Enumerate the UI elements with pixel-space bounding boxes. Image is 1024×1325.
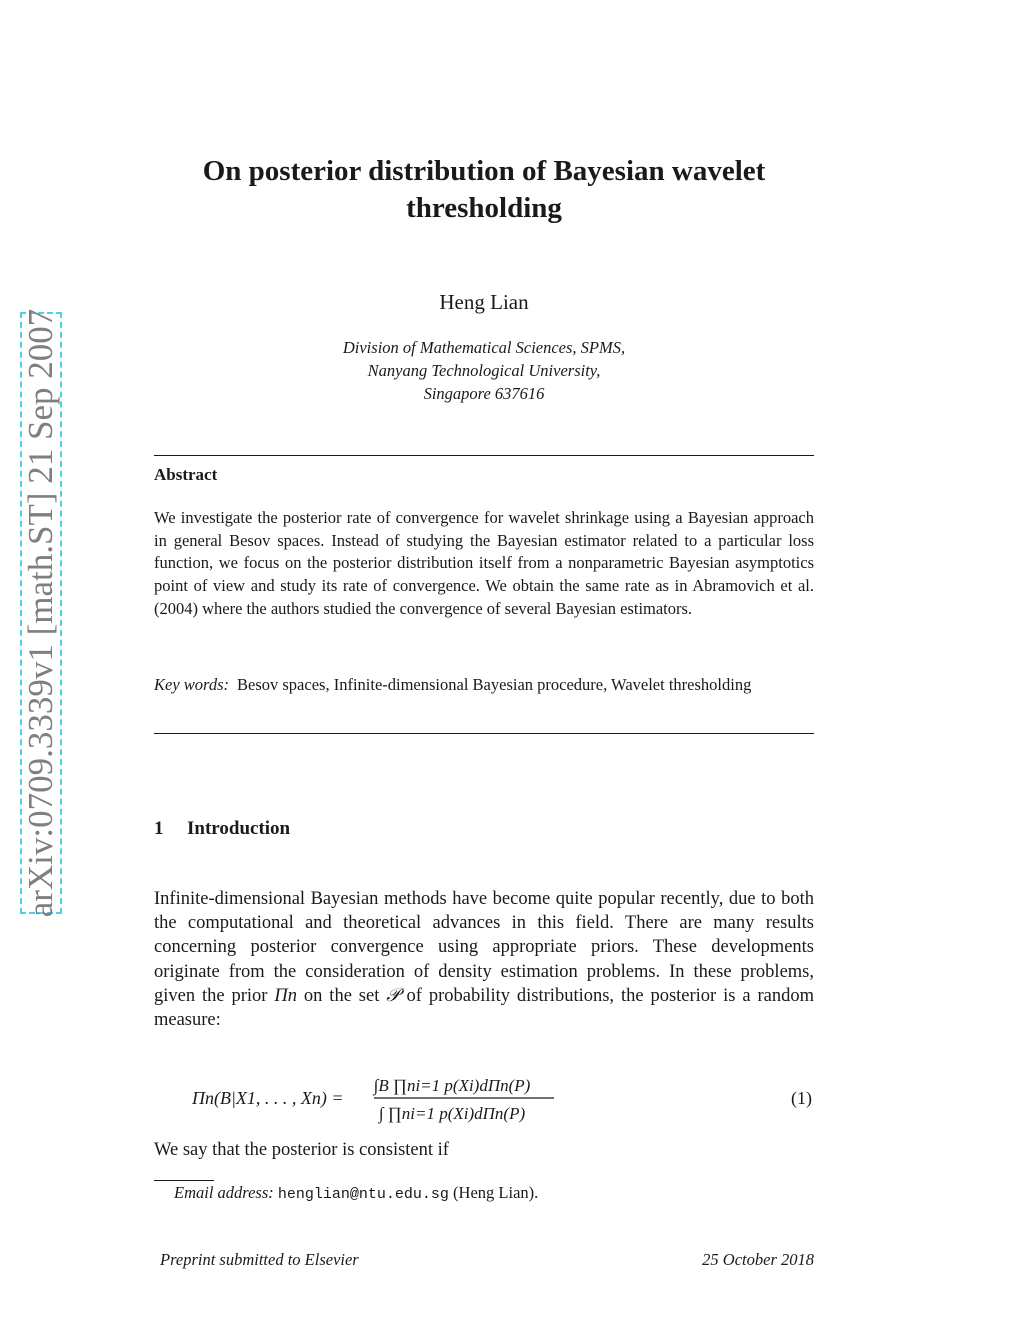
- paper-title: On posterior distribution of Bayesian wavelet thresholding: [202, 155, 766, 224]
- abstract-bottom-rule: [154, 733, 814, 734]
- footer-date: 25 October 2018: [702, 1250, 814, 1269]
- affiliation-line-3: Singapore 637616: [423, 384, 545, 403]
- affiliation: [154, 336, 814, 405]
- section-heading: [154, 818, 290, 840]
- email-link[interactable]: henglian@ntu.edu.sg: [277, 1186, 449, 1203]
- footnote-label: Email address:: [174, 1183, 274, 1202]
- author-name: Heng Lian: [439, 290, 529, 314]
- keywords-label: Key words:: [154, 675, 230, 694]
- intro-text-2: on the set: [297, 985, 387, 1006]
- footnote-suffix: (Heng Lian).: [453, 1183, 539, 1202]
- equation-denominator: ∫ ∏ni=1 p(Xi)dΠn(P): [378, 1104, 526, 1123]
- intro-text-1: Infinite-dimensional Bayesian methods have become quite popular recently, due to both the computational and theoretical advances in this field. There are many results concerning posterior convergence using appropriate priors. These developments originate from the consideration of density estimation problems. In these problems, given the prior: [154, 889, 814, 1006]
- affiliation-line-2: Nanyang Technological University,: [367, 361, 601, 380]
- affiliation-line-1: Division of Mathematical Sciences, SPMS,: [342, 338, 626, 357]
- abstract-heading: Abstract: [154, 465, 218, 484]
- keywords: [154, 674, 814, 697]
- equation-1: [154, 1062, 814, 1132]
- section-number: 1: [154, 818, 164, 839]
- prior-symbol: Πn: [274, 985, 297, 1006]
- consistency-sentence: We say that the posterior is consistent if: [154, 1140, 449, 1160]
- equation-number: (1): [791, 1088, 812, 1108]
- abstract-top-rule: [154, 455, 814, 456]
- section-title: Introduction: [187, 818, 291, 839]
- abstract-text: We investigate the posterior rate of convergence for wavelet shrinkage using a Bayesian approach in general Besov spaces. Instead of studying the Bayesian estimator related to a particular loss function, we focus on the posterior distribution itself from a nonparametric Bayesian asymptotics point of view and study its rate of convergence. We obtain the same rate as in Abramovich et al. (2004) where the authors studied the convergence of several Bayesian estimators.: [154, 508, 814, 618]
- preprint-note: Preprint submitted to Elsevier: [160, 1250, 359, 1269]
- keywords-text: Besov spaces, Infinite-dimensional Bayesian procedure, Wavelet thresholding: [237, 675, 752, 694]
- equation-lhs: Πn(B|X1, . . . , Xn) =: [192, 1088, 344, 1108]
- arxiv-stamp: arXiv:0709.3339v1 [math.ST] 21 Sep 2007: [21, 308, 60, 918]
- intro-paragraph: [154, 887, 814, 1032]
- equation-numerator: ∫B ∏ni=1 p(Xi)dΠn(P): [373, 1076, 531, 1095]
- set-symbol: 𝒫: [386, 985, 400, 1006]
- intro-text-3: of probability distributions, the posterior is a random measure:: [154, 985, 814, 1031]
- footnote-rule: [154, 1180, 214, 1181]
- footnote: [174, 1183, 538, 1203]
